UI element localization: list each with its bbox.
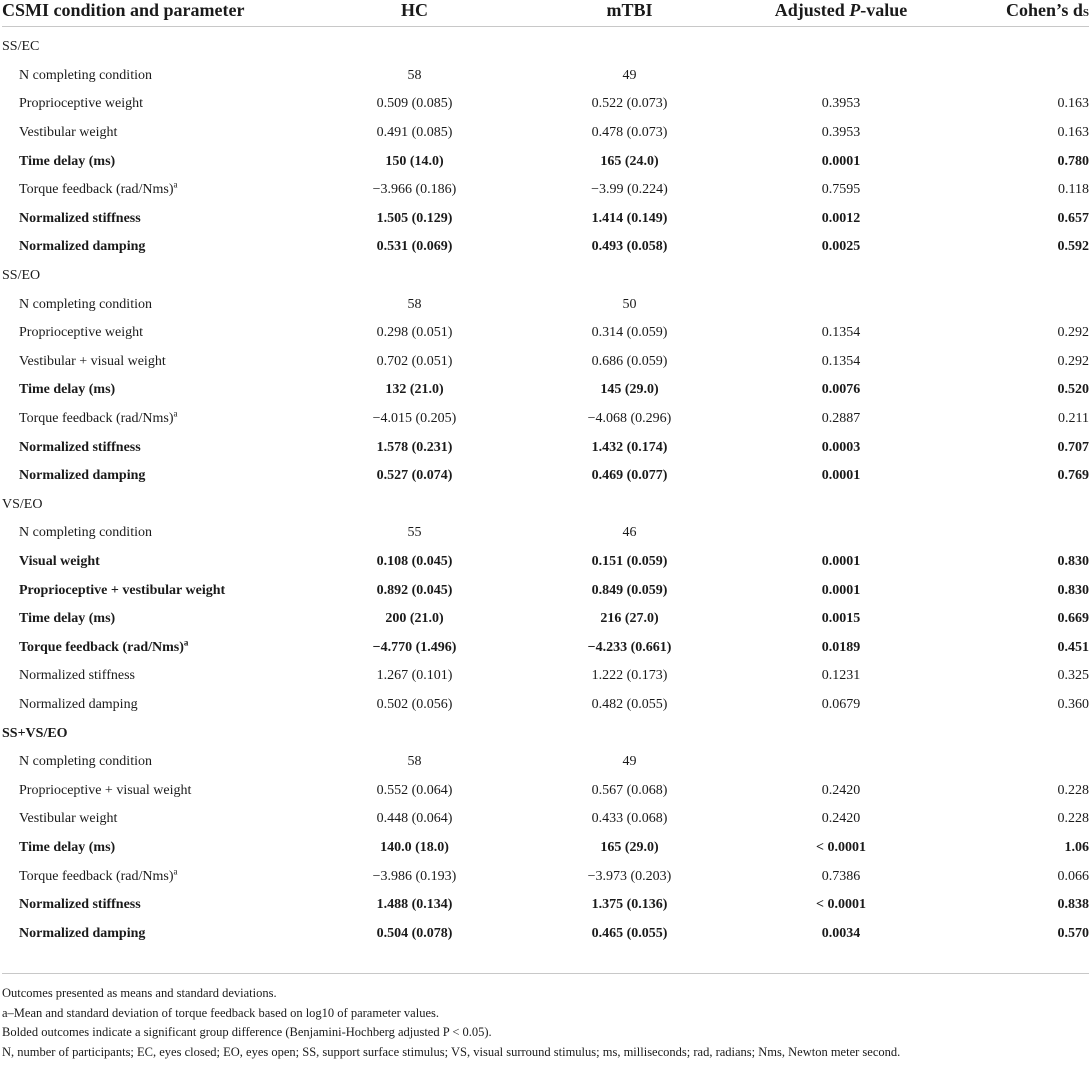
hc-value: 55 bbox=[407, 525, 422, 541]
table-row bbox=[2, 862, 1089, 891]
param-cell bbox=[2, 176, 302, 205]
table-row bbox=[2, 119, 1089, 148]
table-row bbox=[2, 176, 1089, 205]
hc-value: 0.552 (0.064) bbox=[376, 782, 453, 798]
cohens-d-value: 0.360 bbox=[1057, 696, 1089, 712]
footnote: Outcomes presented as means and standard deviations. bbox=[2, 986, 277, 1000]
table-row bbox=[2, 662, 1089, 691]
cohens-d-value: 0.520 bbox=[1057, 382, 1089, 398]
param-label: Normalized stiffness bbox=[19, 210, 141, 226]
adjusted-p-value: 0.0003 bbox=[821, 439, 861, 455]
param-label: Normalized stiffness bbox=[19, 668, 135, 684]
table-row bbox=[2, 605, 1089, 634]
cohens-d-value: 0.769 bbox=[1057, 468, 1089, 484]
header-mtbi: mTBI bbox=[606, 0, 653, 20]
mtbi-value: 49 bbox=[622, 754, 637, 770]
adjusted-p-value: 0.1231 bbox=[821, 668, 861, 684]
cohens-d-value: 0.451 bbox=[1057, 639, 1089, 655]
param-cell bbox=[2, 919, 302, 948]
param-label: Visual weight bbox=[19, 553, 100, 569]
mtbi-value: −4.068 (0.296) bbox=[587, 411, 672, 427]
param-label: Normalized damping bbox=[19, 468, 146, 484]
cohens-d-value: 0.118 bbox=[1058, 182, 1089, 198]
adjusted-p-value: 0.1354 bbox=[821, 325, 861, 341]
table-row bbox=[2, 633, 1089, 662]
hc-value: −3.966 (0.186) bbox=[372, 182, 457, 198]
adjusted-p-value: 0.3953 bbox=[821, 125, 861, 141]
header-cohens-d: Cohen’s dS bbox=[1006, 0, 1089, 20]
param-cell bbox=[2, 576, 302, 605]
table-row bbox=[2, 90, 1089, 119]
table-row bbox=[2, 290, 1089, 319]
hc-value: −4.015 (0.205) bbox=[372, 411, 457, 427]
param-label: Normalized damping bbox=[19, 239, 146, 255]
mtbi-value: 216 (27.0) bbox=[600, 611, 659, 627]
table-body bbox=[2, 27, 1089, 949]
footnote-marker: a bbox=[173, 408, 178, 419]
param-cell bbox=[2, 376, 302, 405]
footnote-marker: a bbox=[173, 865, 178, 876]
adjusted-p-value: 0.3953 bbox=[821, 96, 861, 112]
table-row bbox=[2, 919, 1089, 948]
adjusted-p-value: 0.2420 bbox=[821, 811, 861, 827]
adjusted-p-value: 0.2420 bbox=[821, 782, 861, 798]
cohens-d-value: 0.669 bbox=[1057, 611, 1089, 627]
hc-value: 200 (21.0) bbox=[385, 611, 444, 627]
adjusted-p-value: < 0.0001 bbox=[816, 897, 866, 913]
table-row bbox=[2, 519, 1089, 548]
adjusted-p-value: 0.0034 bbox=[821, 925, 861, 941]
footnote: N, number of participants; EC, eyes closed; EO, eyes open; SS, support surface stimulus; VS, visual surround stimulus; ms, milliseconds; rad, radians; Nms, Newton meter second. bbox=[2, 1044, 901, 1059]
table-row bbox=[2, 548, 1089, 577]
param-cell bbox=[2, 748, 302, 777]
param-cell bbox=[2, 891, 302, 920]
adjusted-p-value: 0.2887 bbox=[821, 411, 861, 427]
mtbi-value: 0.849 (0.059) bbox=[591, 582, 668, 598]
param-cell bbox=[2, 433, 302, 462]
mtbi-value: 0.686 (0.059) bbox=[591, 353, 668, 369]
param-cell bbox=[2, 776, 302, 805]
param-cell bbox=[2, 834, 302, 863]
footnote: a–Mean and standard deviation of torque feedback based on log10 of parameter values. bbox=[2, 1005, 439, 1020]
param-label: Vestibular weight bbox=[19, 125, 118, 141]
hc-value: 0.298 (0.051) bbox=[376, 325, 453, 341]
hc-value: 0.504 (0.078) bbox=[376, 925, 453, 941]
param-cell bbox=[2, 348, 302, 377]
cohens-d-value: 0.211 bbox=[1058, 411, 1089, 427]
table-row bbox=[2, 748, 1089, 777]
table-row bbox=[2, 233, 1089, 262]
cohens-d-value: 0.066 bbox=[1057, 868, 1089, 884]
param-label: Proprioceptive + vestibular weight bbox=[19, 582, 226, 598]
table-row bbox=[2, 348, 1089, 377]
param-label: Torque feedback (rad/Nms) bbox=[19, 639, 184, 655]
table-row bbox=[2, 205, 1089, 234]
param-label: Normalized damping bbox=[19, 925, 146, 941]
mtbi-value: 0.482 (0.055) bbox=[591, 696, 668, 712]
mtbi-value: 0.493 (0.058) bbox=[591, 239, 668, 255]
param-label: Time delay (ms) bbox=[19, 382, 116, 398]
mtbi-value: 0.469 (0.077) bbox=[591, 468, 668, 484]
adjusted-p-value: 0.0001 bbox=[821, 153, 861, 169]
mtbi-value: −3.99 (0.224) bbox=[591, 182, 668, 198]
section-row bbox=[2, 33, 1089, 62]
header-adjusted-p: Adjusted P-value bbox=[774, 0, 908, 20]
results-table bbox=[2, 0, 1089, 948]
param-label: Proprioceptive weight bbox=[19, 325, 144, 341]
mtbi-value: 0.151 (0.059) bbox=[591, 553, 668, 569]
mtbi-value: 0.465 (0.055) bbox=[591, 925, 668, 941]
cohens-d-value bbox=[950, 519, 1089, 548]
cohens-d-value: 0.163 bbox=[1057, 125, 1089, 141]
param-label: Vestibular weight bbox=[19, 811, 118, 827]
table-row bbox=[2, 691, 1089, 720]
hc-value: 58 bbox=[407, 67, 422, 83]
table-row bbox=[2, 576, 1089, 605]
cohens-d-value: 0.592 bbox=[1057, 239, 1089, 255]
param-cell bbox=[2, 205, 302, 234]
mtbi-value: 1.375 (0.136) bbox=[591, 897, 668, 913]
table-row bbox=[2, 891, 1089, 920]
param-label: N completing condition bbox=[19, 754, 152, 770]
adjusted-p-value: 0.1354 bbox=[821, 353, 861, 369]
mtbi-value: 0.567 (0.068) bbox=[591, 782, 668, 798]
hc-value: 1.488 (0.134) bbox=[376, 897, 453, 913]
table-row bbox=[2, 776, 1089, 805]
param-cell bbox=[2, 662, 302, 691]
cohens-d-value: 0.228 bbox=[1057, 782, 1089, 798]
param-label: Normalized damping bbox=[19, 696, 138, 712]
table-row bbox=[2, 319, 1089, 348]
param-label: Time delay (ms) bbox=[19, 153, 116, 169]
adjusted-p-value: < 0.0001 bbox=[816, 839, 866, 855]
param-label: Vestibular + visual weight bbox=[19, 353, 166, 369]
hc-value: 0.527 (0.074) bbox=[376, 468, 453, 484]
param-label: Torque feedback (rad/Nms) bbox=[19, 411, 174, 427]
cohens-d-value bbox=[950, 62, 1089, 91]
table-row bbox=[2, 834, 1089, 863]
section-row bbox=[2, 262, 1089, 291]
param-label: Proprioceptive weight bbox=[19, 96, 144, 112]
section-title: VS/EO bbox=[2, 496, 43, 512]
param-cell bbox=[2, 319, 302, 348]
cohens-d-value: 0.325 bbox=[1057, 668, 1089, 684]
param-label: N completing condition bbox=[19, 67, 152, 83]
hc-value: 0.531 (0.069) bbox=[376, 239, 453, 255]
param-cell bbox=[2, 233, 302, 262]
hc-value: 150 (14.0) bbox=[385, 153, 444, 169]
section-title: SS/EO bbox=[2, 268, 41, 284]
param-cell bbox=[2, 519, 302, 548]
header-parameter: CSMI condition and parameter bbox=[2, 0, 245, 20]
adjusted-p-value: 0.0189 bbox=[821, 639, 861, 655]
cohens-d-value: 0.830 bbox=[1057, 553, 1089, 569]
param-cell bbox=[2, 862, 302, 891]
param-cell bbox=[2, 605, 302, 634]
mtbi-value: 0.478 (0.073) bbox=[591, 125, 668, 141]
param-label: Proprioceptive + visual weight bbox=[19, 782, 192, 798]
mtbi-value: 165 (24.0) bbox=[600, 153, 659, 169]
adjusted-p-value: 0.0025 bbox=[821, 239, 861, 255]
cohens-d-value: 0.830 bbox=[1057, 582, 1089, 598]
param-label: Normalized stiffness bbox=[19, 439, 141, 455]
hc-value: 0.702 (0.051) bbox=[376, 353, 453, 369]
hc-value: 58 bbox=[407, 296, 422, 312]
mtbi-value: 46 bbox=[622, 525, 637, 541]
cohens-d-value: 0.657 bbox=[1057, 210, 1089, 226]
param-cell bbox=[2, 90, 302, 119]
param-cell bbox=[2, 62, 302, 91]
table-footnotes bbox=[2, 973, 1089, 1062]
param-label: Torque feedback (rad/Nms) bbox=[19, 868, 174, 884]
cohens-d-value: 0.228 bbox=[1057, 811, 1089, 827]
hc-value: 58 bbox=[407, 754, 422, 770]
table-row bbox=[2, 805, 1089, 834]
adjusted-p-value bbox=[732, 748, 950, 777]
cohens-d-value: 1.06 bbox=[1064, 839, 1089, 855]
table-header-row bbox=[2, 0, 1089, 27]
hc-value: 1.505 (0.129) bbox=[376, 210, 453, 226]
param-label: N completing condition bbox=[19, 525, 152, 541]
table-row bbox=[2, 147, 1089, 176]
table-row bbox=[2, 433, 1089, 462]
mtbi-value: 50 bbox=[622, 296, 637, 312]
section-row bbox=[2, 719, 1089, 748]
hc-value: 0.509 (0.085) bbox=[376, 96, 453, 112]
adjusted-p-value: 0.0679 bbox=[821, 696, 861, 712]
table-row bbox=[2, 62, 1089, 91]
mtbi-value: 0.314 (0.059) bbox=[591, 325, 668, 341]
cohens-d-value bbox=[950, 748, 1089, 777]
mtbi-value: −4.233 (0.661) bbox=[587, 639, 672, 655]
adjusted-p-value bbox=[732, 519, 950, 548]
hc-value: 0.892 (0.045) bbox=[376, 582, 453, 598]
mtbi-value: 1.432 (0.174) bbox=[591, 439, 668, 455]
hc-value: −4.770 (1.496) bbox=[372, 639, 457, 655]
mtbi-value: 1.222 (0.173) bbox=[591, 668, 668, 684]
adjusted-p-value: 0.0001 bbox=[821, 553, 861, 569]
section-row bbox=[2, 491, 1089, 520]
footnote: Bolded outcomes indicate a significant group difference (Benjamini-Hochberg adjusted P < 0.05). bbox=[2, 1025, 492, 1039]
param-cell bbox=[2, 462, 302, 491]
footnote-marker: a bbox=[183, 637, 189, 648]
param-label: Torque feedback (rad/Nms) bbox=[19, 182, 174, 198]
hc-value: −3.986 (0.193) bbox=[372, 868, 457, 884]
param-cell bbox=[2, 548, 302, 577]
hc-value: 0.491 (0.085) bbox=[376, 125, 453, 141]
cohens-d-value: 0.163 bbox=[1057, 96, 1089, 112]
cohens-d-value: 0.780 bbox=[1057, 153, 1089, 169]
hc-value: 1.578 (0.231) bbox=[376, 439, 453, 455]
mtbi-value: 49 bbox=[622, 67, 637, 83]
adjusted-p-value: 0.0076 bbox=[821, 382, 861, 398]
param-label: Time delay (ms) bbox=[19, 839, 116, 855]
adjusted-p-value bbox=[732, 62, 950, 91]
hc-value: 0.502 (0.056) bbox=[376, 696, 453, 712]
section-title: SS+VS/EO bbox=[2, 725, 68, 741]
cohens-d-value: 0.838 bbox=[1057, 897, 1089, 913]
hc-value: 0.108 (0.045) bbox=[376, 553, 453, 569]
mtbi-value: 145 (29.0) bbox=[600, 382, 659, 398]
param-cell bbox=[2, 805, 302, 834]
cohens-d-value: 0.292 bbox=[1057, 325, 1089, 341]
cohens-d-value: 0.707 bbox=[1057, 439, 1089, 455]
mtbi-value: 0.433 (0.068) bbox=[591, 811, 668, 827]
param-label: Time delay (ms) bbox=[19, 611, 116, 627]
adjusted-p-value: 0.0001 bbox=[821, 468, 861, 484]
adjusted-p-value: 0.7595 bbox=[821, 182, 861, 198]
param-cell bbox=[2, 691, 302, 720]
adjusted-p-value: 0.0012 bbox=[821, 210, 861, 226]
cohens-d-value: 0.570 bbox=[1057, 925, 1089, 941]
adjusted-p-value: 0.7386 bbox=[821, 868, 861, 884]
table-row bbox=[2, 376, 1089, 405]
hc-value: 1.267 (0.101) bbox=[376, 668, 453, 684]
param-cell bbox=[2, 147, 302, 176]
cohens-d-value: 0.292 bbox=[1057, 353, 1089, 369]
param-label: Normalized stiffness bbox=[19, 897, 141, 913]
mtbi-value: 1.414 (0.149) bbox=[591, 210, 668, 226]
hc-value: 132 (21.0) bbox=[385, 382, 444, 398]
param-cell bbox=[2, 119, 302, 148]
hc-value: 0.448 (0.064) bbox=[376, 811, 453, 827]
mtbi-value: 0.522 (0.073) bbox=[591, 96, 668, 112]
section-title: SS/EC bbox=[2, 39, 40, 55]
adjusted-p-value bbox=[732, 290, 950, 319]
header-hc: HC bbox=[401, 0, 428, 20]
cohens-d-value bbox=[950, 290, 1089, 319]
param-cell bbox=[2, 290, 302, 319]
adjusted-p-value: 0.0015 bbox=[821, 611, 861, 627]
adjusted-p-value: 0.0001 bbox=[821, 582, 861, 598]
table-row bbox=[2, 462, 1089, 491]
mtbi-value: 165 (29.0) bbox=[600, 839, 659, 855]
hc-value: 140.0 (18.0) bbox=[380, 839, 449, 855]
mtbi-value: −3.973 (0.203) bbox=[587, 868, 672, 884]
param-label: N completing condition bbox=[19, 296, 152, 312]
param-cell bbox=[2, 405, 302, 434]
footnote-marker: a bbox=[173, 179, 178, 190]
table-row bbox=[2, 405, 1089, 434]
param-cell bbox=[2, 633, 302, 662]
